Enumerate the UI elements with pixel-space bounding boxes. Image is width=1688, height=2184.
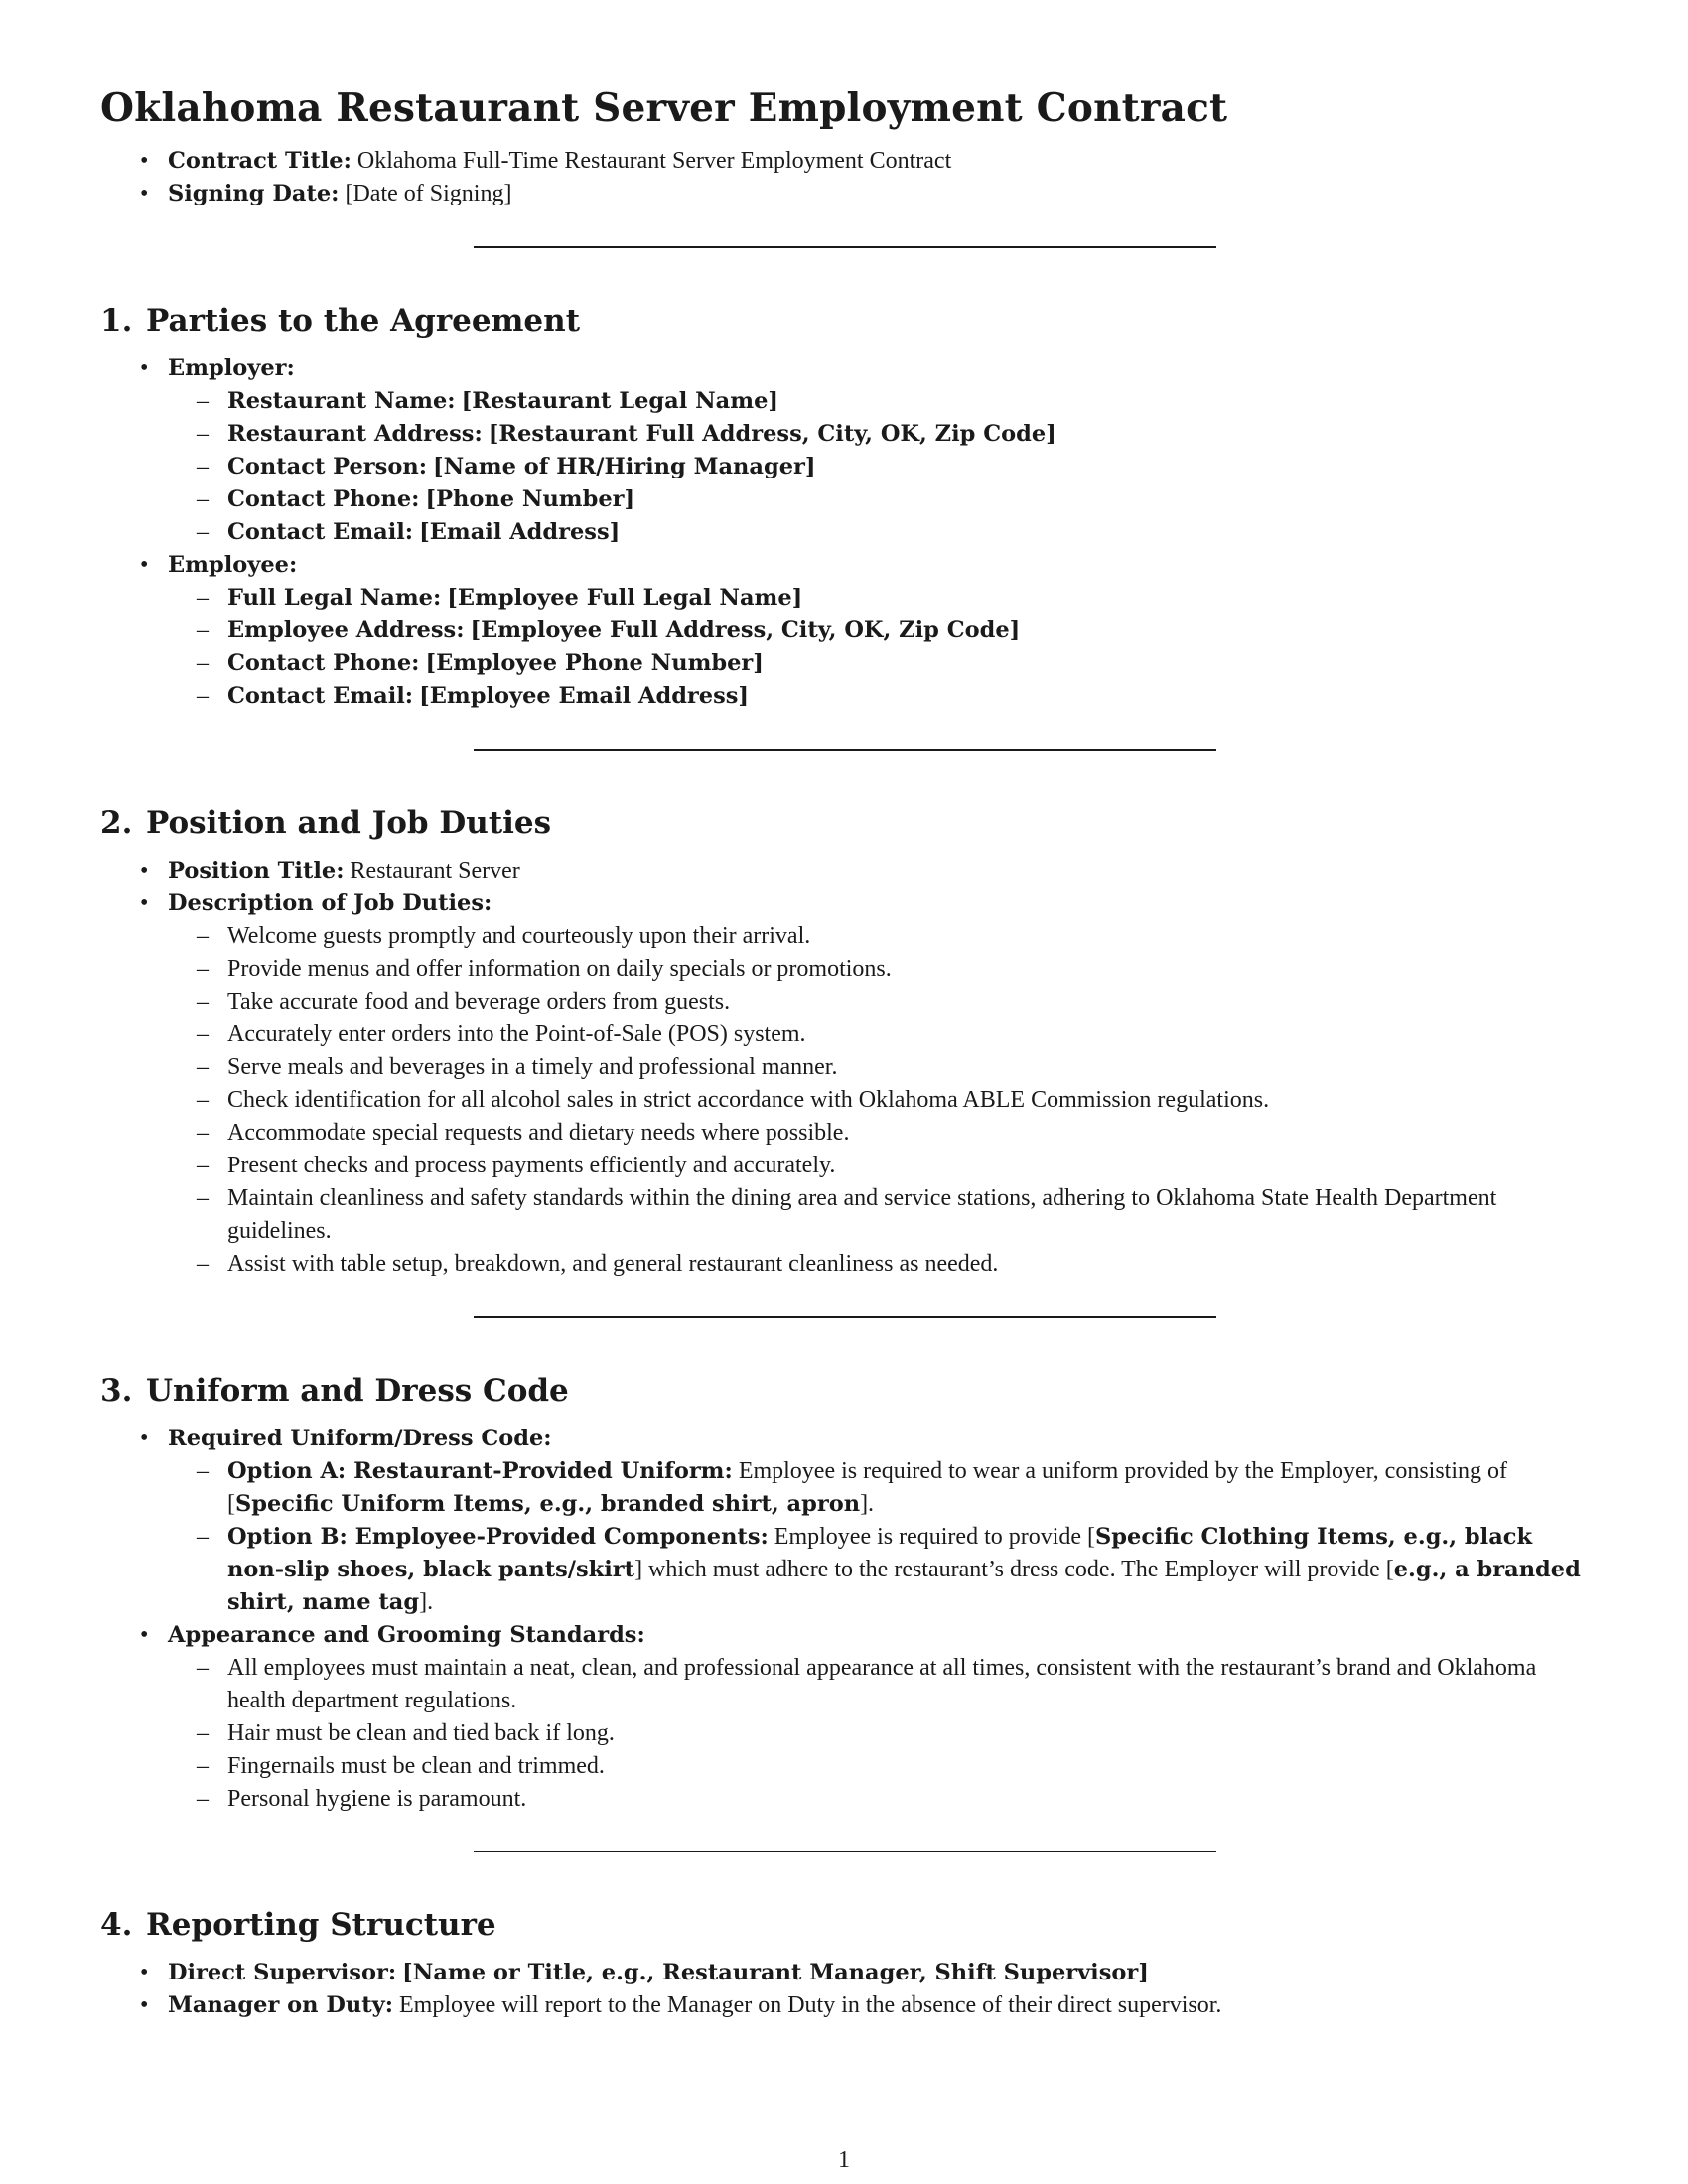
parties-list bbox=[100, 352, 1590, 713]
signing-date-item bbox=[168, 178, 1590, 210]
section-divider bbox=[474, 1316, 1216, 1318]
signing-date-label: Signing Date: bbox=[168, 181, 340, 206]
job-duties-item: • Description of Job Duties: – Welcome guests promptly and courteously upon their arrival. – Provide menus and offer information on daily specials or promotions. – Take accurate food and beverage orders from guests. – Accurately enter orders into the Point-of-Sale (POS) system. – Serve meals and beverages in a timely and professional manner. – Check identification for all alcohol sales in strict accordance with Oklahoma ABLE Commission regulations. – Accommodate special requests and dietary needs where possible. – Present checks and process payments efficiently and accurately. – Maintain cleanliness and safety standards within the dining area and service stations, adhering to Oklahoma State Health Department guidelines. – Assist with table setup, breakdown, and general restaurant cleanliness as needed. bbox=[168, 887, 1590, 1281]
section-divider bbox=[474, 749, 1216, 751]
list-item: – Contact Email: [Employee Email Address] bbox=[227, 680, 1590, 713]
job-duties-list bbox=[168, 920, 1590, 1281]
position-list bbox=[100, 855, 1590, 1281]
list-item: – Accurately enter orders into the Point-of-Sale (POS) system. bbox=[227, 1019, 1590, 1051]
reporting-list bbox=[100, 1957, 1590, 2022]
list-item: – Contact Phone: [Employee Phone Number] bbox=[227, 647, 1590, 680]
employer-details bbox=[168, 385, 1590, 549]
option-a: – Option A: Restaurant-Provided Uniform: Employee is required to wear a uniform provided by the Employer, consisting of [Specific Uniform Items, e.g., branded shirt, apron]. bbox=[227, 1455, 1590, 1521]
contract-title-value: Oklahoma Full-Time Restaurant Server Employment Contract bbox=[356, 148, 952, 174]
list-item: – Contact Email: [Email Address] bbox=[227, 516, 1590, 549]
list-item: – Employee Address: [Employee Full Address, City, OK, Zip Code] bbox=[227, 614, 1590, 647]
employee-item: • Employee: – Full Legal Name: [Employee Full Legal Name] – Employee Address: [Employee Full Address, City, OK, Zip Code] – Contact Phone: [Employee Phone Number] – Contact Email: [Employee Email Address] bbox=[168, 549, 1590, 713]
contract-title-item bbox=[168, 145, 1590, 178]
list-item: – Restaurant Name: [Restaurant Legal Name] bbox=[227, 385, 1590, 418]
uniform-list bbox=[100, 1423, 1590, 1816]
section-heading-position: 2. Position and Job Duties bbox=[100, 805, 552, 841]
section-heading-parties: 1. Parties to the Agreement bbox=[100, 303, 581, 339]
appearance-item: • Appearance and Grooming Standards: – All employees must maintain a neat, clean, and professional appearance at all times, consistent with the restaurant’s brand and Oklahoma health department regulations. – Hair must be clean and tied back if long. – Fingernails must be clean and trimmed. – Personal hygiene is paramount. bbox=[168, 1619, 1590, 1816]
list-item: – Personal hygiene is paramount. bbox=[227, 1783, 1590, 1816]
list-item: – Serve meals and beverages in a timely and professional manner. bbox=[227, 1051, 1590, 1084]
page-number: 1 bbox=[838, 2147, 850, 2173]
list-item: – Contact Person: [Name of HR/Hiring Manager] bbox=[227, 451, 1590, 483]
list-item: – Assist with table setup, breakdown, and general restaurant cleanliness as needed. bbox=[227, 1248, 1590, 1281]
list-item: – Welcome guests promptly and courteously upon their arrival. bbox=[227, 920, 1590, 953]
list-item: – Accommodate special requests and dietary needs where possible. bbox=[227, 1117, 1590, 1150]
option-b: – Option B: Employee-Provided Components: Employee is required to provide [Specific Clothing Items, e.g., black non-slip shoes, black pants/skirt] which must adhere to the restaurant’s dress code. The Employer will provide [e.g., a branded shirt, name tag]. bbox=[227, 1521, 1590, 1619]
uniform-item: • Required Uniform/Dress Code: – Option A: Restaurant-Provided Uniform: Employee is required to wear a uniform provided by the Employer, consisting of [Specific Uniform Items, e.g., branded shirt, apron]. – Option B: Employee-Provided Components: Employee is required to provide [Specific Clothing Items, e.g., black non-slip shoes, black pants/skirt] which must adhere to the restaurant’s dress code. The Employer will provide [e.g., a branded shirt, name tag]. bbox=[168, 1423, 1590, 1619]
list-item: – Present checks and process payments efficiently and accurately. bbox=[227, 1150, 1590, 1182]
list-item: – Contact Phone: [Phone Number] bbox=[227, 483, 1590, 516]
section-heading-reporting: 4. Reporting Structure bbox=[100, 1907, 496, 1943]
list-item: – Provide menus and offer information on daily specials or promotions. bbox=[227, 953, 1590, 986]
uniform-options bbox=[168, 1455, 1590, 1619]
list-item: – Check identification for all alcohol sales in strict accordance with Oklahoma ABLE Commission regulations. bbox=[227, 1084, 1590, 1117]
list-item: – Hair must be clean and tied back if long. bbox=[227, 1717, 1590, 1750]
list-item: – Fingernails must be clean and trimmed. bbox=[227, 1750, 1590, 1783]
section-heading-uniform: 3. Uniform and Dress Code bbox=[100, 1373, 569, 1409]
list-item: – Maintain cleanliness and safety standards within the dining area and service stations, adhering to Oklahoma State Health Department guidelines. bbox=[227, 1182, 1590, 1248]
manager-on-duty-item: • Manager on Duty: Employee will report to the Manager on Duty in the absence of their direct supervisor. bbox=[168, 1989, 1590, 2022]
signing-date-value: [Date of Signing] bbox=[345, 181, 512, 206]
section-divider bbox=[474, 246, 1216, 248]
section-divider bbox=[474, 1851, 1216, 1852]
direct-supervisor-item: • Direct Supervisor: [Name or Title, e.g., Restaurant Manager, Shift Supervisor] bbox=[168, 1957, 1590, 1989]
employer-item: • Employer: – Restaurant Name: [Restaurant Legal Name] – Restaurant Address: [Restaurant Full Address, City, OK, Zip Code] – Contact Person: [Name of HR/Hiring Manager] – Contact Phone: [Phone Number] – Contact Email: [Email Address] bbox=[168, 352, 1590, 549]
list-item: – All employees must maintain a neat, clean, and professional appearance at all times, consistent with the restaurant’s brand and Oklahoma health department regulations. bbox=[227, 1652, 1590, 1717]
employee-details bbox=[168, 582, 1590, 713]
list-item: – Full Legal Name: [Employee Full Legal Name] bbox=[227, 582, 1590, 614]
position-title-item: • Position Title: Restaurant Server bbox=[168, 855, 1590, 887]
list-item: – Restaurant Address: [Restaurant Full Address, City, OK, Zip Code] bbox=[227, 418, 1590, 451]
document-title: Oklahoma Restaurant Server Employment Contract bbox=[100, 85, 1228, 131]
header-list bbox=[100, 145, 1590, 210]
document-page bbox=[100, 85, 1590, 2022]
list-item: – Take accurate food and beverage orders from guests. bbox=[227, 986, 1590, 1019]
contract-title-label: Contract Title: bbox=[168, 148, 352, 174]
appearance-list bbox=[168, 1652, 1590, 1816]
